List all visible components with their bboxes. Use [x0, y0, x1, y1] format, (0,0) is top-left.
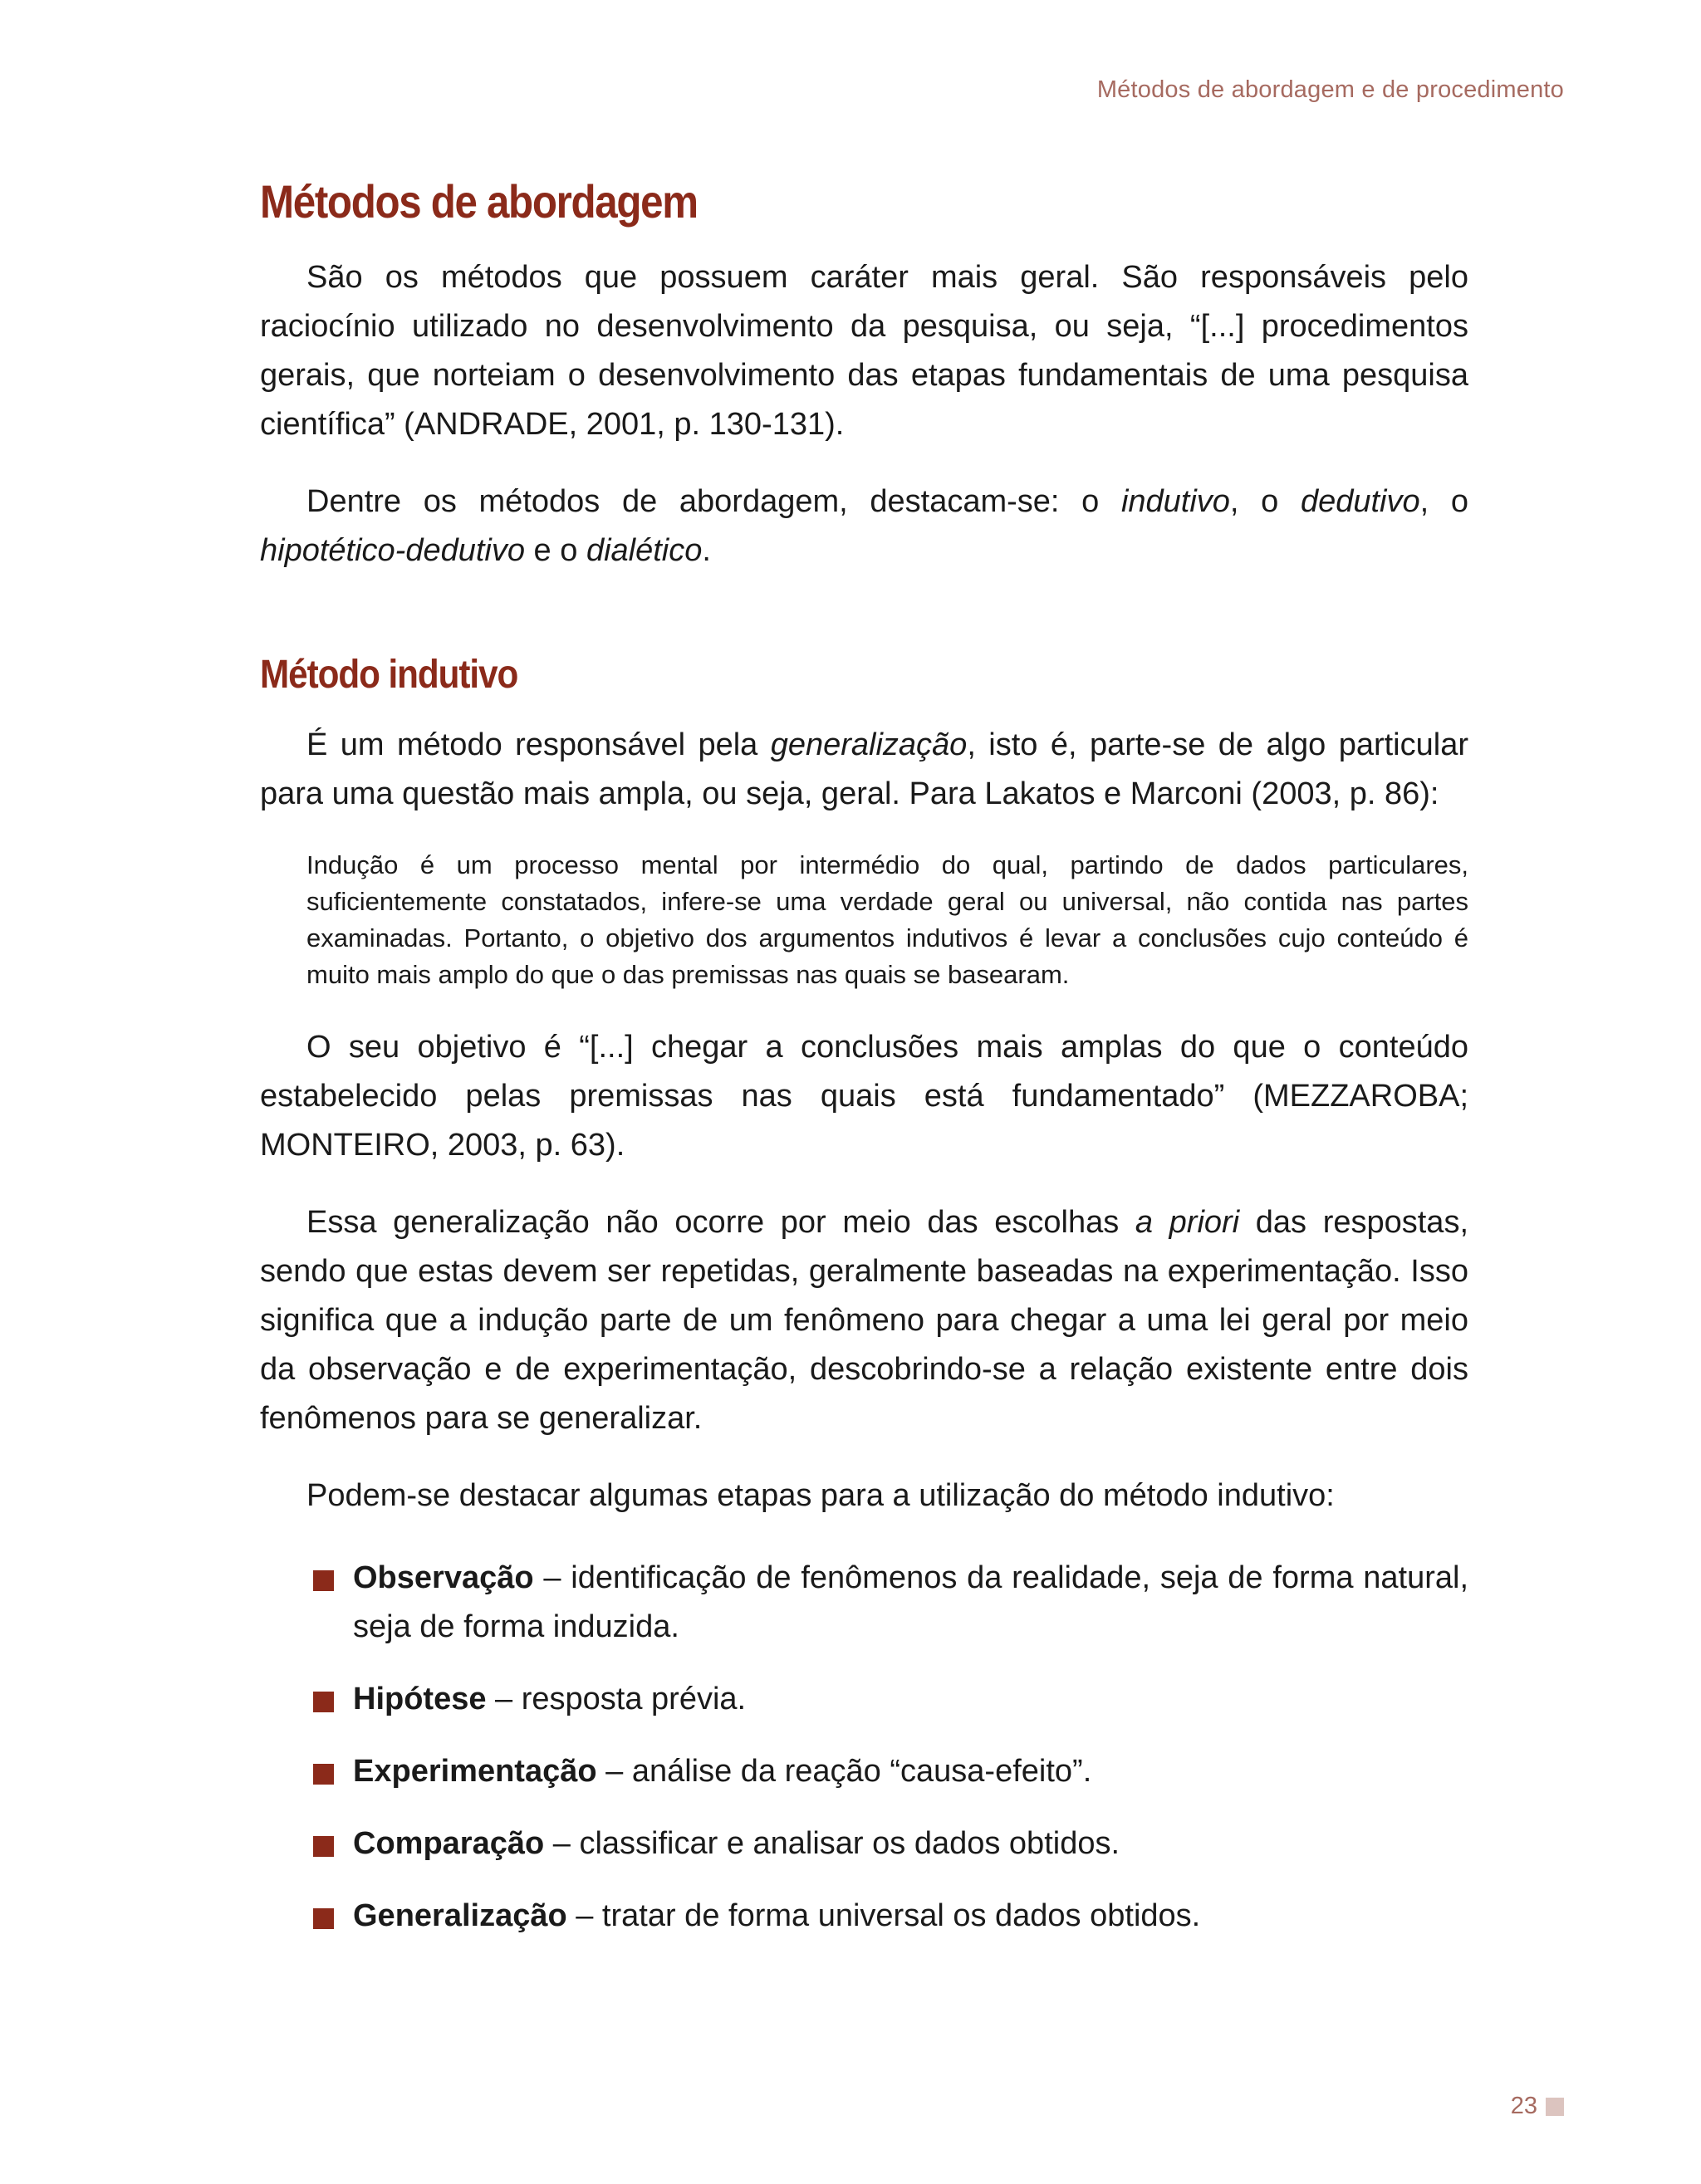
text-fragment: , o	[1419, 484, 1469, 519]
paragraph-steps-intro: Podem-se destacar algumas etapas para a utilização do método indutivo:	[306, 1478, 1335, 1513]
paragraph-indutivo-definition	[260, 721, 1468, 819]
step-term: Observação	[353, 1560, 534, 1595]
square-marker-icon	[1546, 2098, 1564, 2116]
step-term: Experimentação	[353, 1754, 597, 1789]
text-fragment: das respostas, sendo que estas devem ser repetidas, geralmente baseadas na experimentação. Isso significa que a indução parte de um fenômeno para chegar a uma lei geral por meio da observação e de experimentação, descobrindo-se a relação existente entre dois fenômenos para se generalizar.	[260, 1205, 1469, 1436]
step-term: Comparação	[353, 1826, 545, 1861]
list-item	[260, 1747, 1468, 1796]
square-bullet-icon	[313, 1764, 334, 1785]
text-fragment: , isto é, parte-se de algo particular para uma questão mais ampla, ou seja, geral. Para Lakatos e Marconi (2003, p. 86):	[260, 727, 1468, 811]
text-fragment: , o	[1229, 484, 1301, 519]
text-fragment: .	[702, 533, 711, 568]
text-fragment: Dentre os métodos de abordagem, destacam-se: o	[306, 484, 1121, 519]
step-description: – resposta prévia.	[486, 1682, 747, 1716]
step-description: – classificar e analisar os dados obtidos.	[544, 1826, 1120, 1861]
step-description: – tratar de forma universal os dados obtidos.	[566, 1898, 1201, 1933]
italic-term: dialético	[586, 533, 703, 568]
list-item	[260, 1554, 1468, 1652]
square-bullet-icon	[313, 1570, 334, 1591]
paragraph-abordagem-definition: São os métodos que possuem caráter mais geral. São responsáveis pelo raciocínio utilizado no desenvolvimento da pesquisa, ou seja, “[...] procedimentos gerais, que norteiam o desenvolvimento das etapas fundamentais de uma pesquisa científica” (ANDRADE, 2001, p. 130-131).	[260, 260, 1468, 442]
page-content	[260, 174, 1468, 1964]
section-title: Métodos de abordagem	[260, 175, 698, 228]
paragraph-generalization	[260, 1198, 1468, 1443]
steps-list	[260, 1554, 1468, 1941]
page-number	[1511, 2093, 1564, 2120]
square-bullet-icon	[313, 1692, 334, 1712]
text-fragment: Essa generalização não ocorre por meio das escolhas	[306, 1205, 1135, 1240]
list-item	[260, 1892, 1468, 1941]
page-number-text: 23	[1510, 2093, 1537, 2119]
italic-term: indutivo	[1120, 484, 1230, 519]
list-item	[260, 1675, 1468, 1724]
text-fragment: e o	[525, 533, 586, 568]
italic-term: hipotético-dedutivo	[260, 533, 525, 568]
text-fragment: É um método responsável pela	[306, 727, 771, 762]
italic-term: a priori	[1135, 1205, 1240, 1240]
step-description: – identificação de fenômenos da realidade, seja de forma natural, seja de forma induzida.	[353, 1560, 1468, 1644]
subsection-title: Método indutivo	[260, 653, 518, 697]
square-bullet-icon	[313, 1836, 334, 1857]
step-term: Generalização	[353, 1898, 567, 1933]
square-bullet-icon	[313, 1908, 334, 1929]
paragraph-abordagem-list	[260, 477, 1468, 575]
step-term: Hipótese	[353, 1682, 487, 1716]
paragraph-indutivo-objective: O seu objetivo é “[...] chegar a conclusões mais amplas do que o conteúdo estabelecido pelas premissas nas quais está fundamentado” (MEZZAROBA; MONTEIRO, 2003, p. 63).	[260, 1030, 1468, 1163]
step-description: – análise da reação “causa-efeito”.	[596, 1754, 1092, 1789]
list-item	[260, 1819, 1468, 1868]
italic-term: generalização	[770, 727, 968, 762]
block-quote: Indução é um processo mental por intermédio do qual, partindo de dados particulares, suficientemente constatados, infere-se uma verdade geral ou universal, não contida nas partes examinadas. Portanto, o objetivo dos argumentos indutivos é levar a conclusões cujo conteúdo é muito mais amplo do que o das premissas nas quais se basearam.	[306, 850, 1468, 989]
italic-term: dedutivo	[1300, 484, 1420, 519]
running-header: Métodos de abordagem e de procedimento	[1096, 76, 1564, 103]
